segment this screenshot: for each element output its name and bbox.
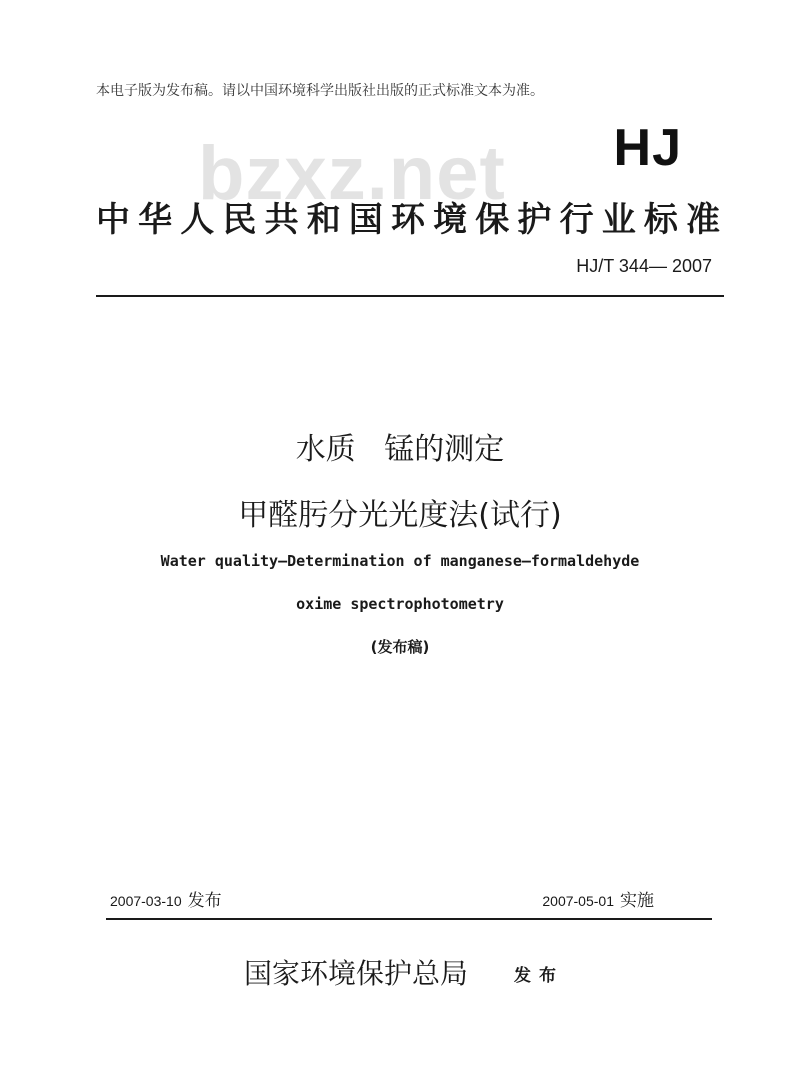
issue-date-block xyxy=(110,886,222,911)
implement-label: 实施 xyxy=(620,891,654,911)
standard-code-mark: HJ xyxy=(613,119,682,177)
industry-standard-heading: 中华人民共和国环境保护行业标准 xyxy=(96,200,720,240)
issue-date: 2007-03-10 xyxy=(110,893,182,909)
implement-date-block xyxy=(542,886,654,911)
standard-number: HJ/T 344— 2007 xyxy=(576,256,712,276)
issuer-action: 发布 xyxy=(514,966,564,986)
issuer-name: 国家环境保护总局 xyxy=(244,957,469,990)
title-cn-line1: 水质 锰的测定 xyxy=(295,432,505,467)
top-divider xyxy=(96,295,724,297)
title-en-line2: oxime spectrophotometry xyxy=(296,595,504,613)
watermark: bzxz.net xyxy=(198,131,506,216)
implement-date: 2007-05-01 xyxy=(542,893,614,909)
issue-label: 发布 xyxy=(187,891,222,911)
notice-text: 本电子版为发布稿。请以中国环境科学出版社出版的正式标准文本为准。 xyxy=(96,83,544,99)
title-en-line1: Water quality—Determination of manganese—formaldehyde xyxy=(160,552,640,570)
draft-label: (发布稿) xyxy=(370,638,430,656)
title-cn-line2: 甲醛肟分光光度法(试行) xyxy=(238,498,562,533)
bottom-divider xyxy=(106,918,712,920)
